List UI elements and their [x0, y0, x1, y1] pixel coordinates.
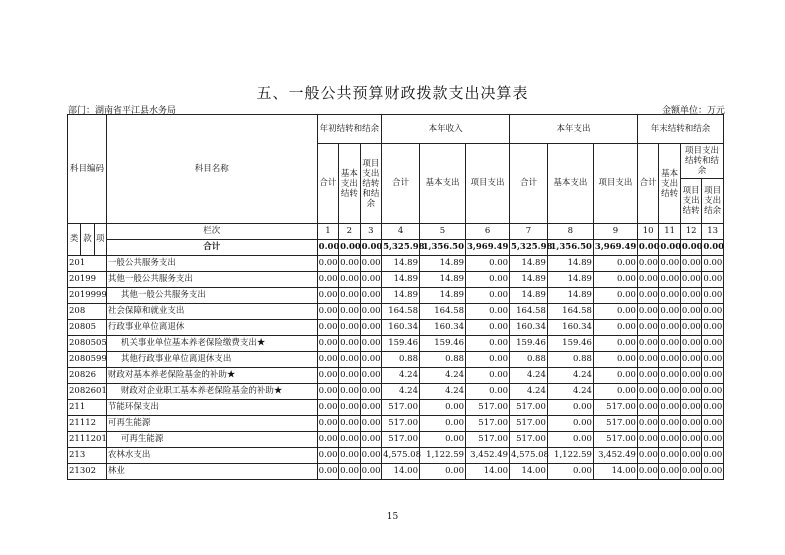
amount-cell: 0.00 — [659, 448, 680, 464]
amount-cell: 0.00 — [593, 288, 637, 304]
closing-total-header: 合计 — [637, 144, 658, 224]
amount-cell: 164.58 — [419, 304, 465, 320]
amount-cell: 0.00 — [317, 464, 338, 480]
amount-cell: 0.00 — [360, 400, 382, 416]
expenditure-table — [67, 114, 724, 480]
amount-cell: 0.00 — [659, 352, 680, 368]
amount-cell: 159.46 — [510, 336, 548, 352]
subject-name-cell: 机关事业单位基本养老保险缴费支出★ — [106, 336, 317, 352]
amount-cell: 0.88 — [419, 352, 465, 368]
total-cell: 1,356.50 — [547, 240, 593, 256]
column-number: 11 — [659, 224, 680, 240]
amount-cell: 0.00 — [593, 256, 637, 272]
amount-cell: 0.00 — [702, 272, 724, 288]
amount-cell: 164.58 — [382, 304, 420, 320]
opening-header: 年初结转和结余 — [317, 115, 381, 144]
subject-code-cell: 2080599 — [68, 352, 107, 368]
amount-cell: 0.00 — [637, 288, 658, 304]
amount-cell: 0.00 — [659, 464, 680, 480]
amount-cell: 0.00 — [339, 288, 360, 304]
subject-code-header: 科目编码 — [68, 115, 107, 224]
amount-cell: 14.89 — [382, 288, 420, 304]
amount-cell: 0.00 — [637, 336, 658, 352]
table-row — [68, 448, 724, 464]
subject-code-cell: 2111201 — [68, 432, 107, 448]
amount-cell: 0.00 — [466, 304, 510, 320]
amount-cell: 0.00 — [637, 416, 658, 432]
amount-cell: 14.89 — [510, 256, 548, 272]
amount-cell: 160.34 — [547, 320, 593, 336]
table-row — [68, 272, 724, 288]
amount-cell: 0.00 — [637, 448, 658, 464]
amount-cell: 0.00 — [360, 464, 382, 480]
amount-cell: 0.00 — [360, 384, 382, 400]
amount-cell: 0.00 — [659, 256, 680, 272]
amount-cell: 4.24 — [382, 368, 420, 384]
amount-cell: 0.00 — [339, 448, 360, 464]
amount-cell: 0.00 — [680, 384, 701, 400]
amount-cell: 0.00 — [680, 416, 701, 432]
total-cell: 3,969.49 — [593, 240, 637, 256]
amount-cell: 0.00 — [317, 352, 338, 368]
amount-cell: 0.00 — [659, 320, 680, 336]
subject-name-cell: 节能环保支出 — [106, 400, 317, 416]
amount-cell: 517.00 — [382, 416, 420, 432]
amount-cell: 0.88 — [510, 352, 548, 368]
amount-cell: 0.00 — [637, 304, 658, 320]
amount-cell: 0.00 — [547, 400, 593, 416]
closing-basic-header: 基本支出结转 — [659, 144, 680, 224]
table-row — [68, 336, 724, 352]
amount-cell: 0.00 — [680, 448, 701, 464]
amount-cell: 160.34 — [419, 320, 465, 336]
amount-cell: 0.00 — [593, 272, 637, 288]
subject-name-cell: 一般公共服务支出 — [106, 256, 317, 272]
amount-cell: 517.00 — [593, 416, 637, 432]
subject-code-cell: 2082601 — [68, 384, 107, 400]
amount-cell: 0.00 — [317, 432, 338, 448]
amount-cell: 0.00 — [593, 352, 637, 368]
total-cell: 5,325.98 — [510, 240, 548, 256]
amount-cell: 0.00 — [360, 352, 382, 368]
lanci-label: 栏次 — [106, 224, 317, 240]
amount-cell: 14.00 — [510, 464, 548, 480]
amount-cell: 0.00 — [593, 384, 637, 400]
amount-cell: 0.00 — [360, 272, 382, 288]
amount-cell: 517.00 — [593, 400, 637, 416]
amount-cell: 0.00 — [637, 320, 658, 336]
amount-cell: 0.00 — [317, 336, 338, 352]
amount-cell: 0.00 — [339, 368, 360, 384]
amount-cell: 1,122.59 — [419, 448, 465, 464]
table-row — [68, 464, 724, 480]
amount-cell: 0.00 — [702, 256, 724, 272]
amount-cell: 0.00 — [339, 352, 360, 368]
amount-cell: 0.00 — [360, 288, 382, 304]
amount-cell: 517.00 — [382, 400, 420, 416]
unit-label: 金额单位：万元 — [661, 106, 725, 116]
subject-name-header: 科目名称 — [106, 115, 317, 224]
opening-total-header: 合计 — [317, 144, 338, 224]
amount-cell: 0.00 — [339, 416, 360, 432]
amount-cell: 4.24 — [547, 368, 593, 384]
amount-cell: 0.00 — [547, 464, 593, 480]
amount-cell: 0.88 — [547, 352, 593, 368]
amount-cell: 14.89 — [419, 288, 465, 304]
department-label: 部门：湖南省平江县水务局 — [68, 106, 177, 116]
amount-cell: 0.00 — [659, 384, 680, 400]
amount-cell: 0.00 — [702, 352, 724, 368]
table-row — [68, 384, 724, 400]
expense-header: 本年支出 — [510, 115, 638, 144]
column-number: 10 — [637, 224, 658, 240]
amount-cell: 14.89 — [382, 256, 420, 272]
amount-cell: 0.00 — [659, 336, 680, 352]
amount-cell: 0.00 — [339, 320, 360, 336]
xiang-header: 项 — [94, 224, 106, 256]
opening-basic-header: 基本支出结转 — [339, 144, 360, 224]
amount-cell: 0.00 — [637, 272, 658, 288]
amount-cell: 0.00 — [680, 256, 701, 272]
column-number: 9 — [593, 224, 637, 240]
amount-cell: 0.00 — [466, 272, 510, 288]
amount-cell: 0.00 — [339, 256, 360, 272]
table-row — [68, 368, 724, 384]
kuan-header: 款 — [81, 224, 94, 256]
amount-cell: 4.24 — [510, 384, 548, 400]
amount-cell: 0.00 — [680, 352, 701, 368]
subject-code-cell: 21112 — [68, 416, 107, 432]
amount-cell: 0.00 — [702, 384, 724, 400]
amount-cell: 0.88 — [382, 352, 420, 368]
amount-cell: 0.00 — [419, 416, 465, 432]
amount-cell: 0.00 — [339, 304, 360, 320]
column-number: 5 — [419, 224, 465, 240]
income-basic-header: 基本支出 — [419, 144, 465, 224]
subject-name-cell: 社会保障和就业支出 — [106, 304, 317, 320]
amount-cell: 3,452.49 — [466, 448, 510, 464]
amount-cell: 0.00 — [547, 416, 593, 432]
page-number: 15 — [386, 512, 399, 522]
amount-cell: 160.34 — [382, 320, 420, 336]
subject-name-cell: 行政事业单位离退休 — [106, 320, 317, 336]
total-cell: 1,356.50 — [419, 240, 465, 256]
amount-cell: 0.00 — [637, 384, 658, 400]
amount-cell: 159.46 — [382, 336, 420, 352]
amount-cell: 14.89 — [419, 256, 465, 272]
amount-cell: 0.00 — [339, 400, 360, 416]
amount-cell: 0.00 — [339, 464, 360, 480]
amount-cell: 4,575.08 — [382, 448, 420, 464]
subject-code-cell: 208 — [68, 304, 107, 320]
amount-cell: 0.00 — [339, 432, 360, 448]
amount-cell: 0.00 — [360, 336, 382, 352]
amount-cell: 0.00 — [637, 256, 658, 272]
total-cell: 3,969.49 — [466, 240, 510, 256]
subject-code-cell: 20199 — [68, 272, 107, 288]
amount-cell: 0.00 — [317, 320, 338, 336]
amount-cell: 4.24 — [419, 384, 465, 400]
column-number: 1 — [317, 224, 338, 240]
amount-cell: 159.46 — [547, 336, 593, 352]
amount-cell: 0.00 — [360, 304, 382, 320]
amount-cell: 160.34 — [510, 320, 548, 336]
amount-cell: 0.00 — [317, 400, 338, 416]
total-cell: 0.00 — [637, 240, 658, 256]
subject-code-cell: 201 — [68, 256, 107, 272]
amount-cell: 0.00 — [360, 448, 382, 464]
amount-cell: 0.00 — [339, 336, 360, 352]
income-header: 本年收入 — [382, 115, 510, 144]
amount-cell: 0.00 — [360, 368, 382, 384]
amount-cell: 0.00 — [702, 304, 724, 320]
amount-cell: 3,452.49 — [593, 448, 637, 464]
table-row — [68, 400, 724, 416]
column-number: 13 — [702, 224, 724, 240]
amount-cell: 0.00 — [702, 464, 724, 480]
amount-cell: 0.00 — [680, 288, 701, 304]
amount-cell: 0.00 — [702, 432, 724, 448]
total-cell: 0.00 — [680, 240, 701, 256]
amount-cell: 0.00 — [317, 288, 338, 304]
amount-cell: 0.00 — [680, 464, 701, 480]
amount-cell: 0.00 — [360, 432, 382, 448]
column-number-row — [68, 224, 724, 240]
total-cell: 5,325.98 — [382, 240, 420, 256]
amount-cell: 1,122.59 — [547, 448, 593, 464]
total-row — [68, 240, 724, 256]
subject-code-cell: 2080505 — [68, 336, 107, 352]
amount-cell: 0.00 — [680, 368, 701, 384]
subject-name-cell: 可再生能源 — [106, 416, 317, 432]
table-row — [68, 256, 724, 272]
amount-cell: 14.89 — [547, 256, 593, 272]
table-row — [68, 352, 724, 368]
amount-cell: 0.00 — [702, 448, 724, 464]
table-row — [68, 288, 724, 304]
opening-project-header: 项目支出结转和结余 — [360, 144, 382, 224]
amount-cell: 0.00 — [659, 304, 680, 320]
expense-project-header: 项目支出 — [593, 144, 637, 224]
amount-cell: 0.00 — [702, 400, 724, 416]
amount-cell: 0.00 — [659, 288, 680, 304]
table-row — [68, 304, 724, 320]
amount-cell: 517.00 — [466, 400, 510, 416]
amount-cell: 0.00 — [360, 256, 382, 272]
amount-cell: 0.00 — [547, 432, 593, 448]
income-total-header: 合计 — [382, 144, 420, 224]
amount-cell: 0.00 — [317, 384, 338, 400]
closing-project-carry-header: 项目支出结转 — [680, 179, 701, 224]
column-number: 12 — [680, 224, 701, 240]
closing-header: 年末结转和结余 — [637, 115, 723, 144]
total-label: 合计 — [106, 240, 317, 256]
amount-cell: 164.58 — [510, 304, 548, 320]
amount-cell: 164.58 — [547, 304, 593, 320]
subject-name-cell: 可再生能源 — [106, 432, 317, 448]
amount-cell: 0.00 — [680, 432, 701, 448]
amount-cell: 0.00 — [466, 352, 510, 368]
amount-cell: 4.24 — [382, 384, 420, 400]
amount-cell: 0.00 — [419, 432, 465, 448]
amount-cell: 517.00 — [466, 416, 510, 432]
column-number: 3 — [360, 224, 382, 240]
subject-name-cell: 其他一般公共服务支出 — [106, 288, 317, 304]
amount-cell: 4.24 — [419, 368, 465, 384]
total-cell: 0.00 — [360, 240, 382, 256]
amount-cell: 0.00 — [419, 464, 465, 480]
total-cell: 0.00 — [659, 240, 680, 256]
amount-cell: 14.00 — [466, 464, 510, 480]
amount-cell: 14.89 — [510, 272, 548, 288]
subject-name-cell: 财政对基本养老保险基金的补助★ — [106, 368, 317, 384]
subject-code-cell: 21302 — [68, 464, 107, 480]
amount-cell: 4.24 — [547, 384, 593, 400]
subject-code-cell: 211 — [68, 400, 107, 416]
amount-cell: 0.00 — [360, 416, 382, 432]
subject-name-cell: 其他行政事业单位离退休支出 — [106, 352, 317, 368]
subject-code-cell: 20826 — [68, 368, 107, 384]
amount-cell: 517.00 — [382, 432, 420, 448]
closing-project-header: 项目支出结转和结余 — [680, 144, 723, 179]
amount-cell: 0.00 — [317, 368, 338, 384]
amount-cell: 0.00 — [659, 400, 680, 416]
amount-cell: 0.00 — [339, 272, 360, 288]
amount-cell: 0.00 — [317, 448, 338, 464]
amount-cell: 0.00 — [466, 368, 510, 384]
amount-cell: 0.00 — [466, 384, 510, 400]
amount-cell: 0.00 — [317, 304, 338, 320]
amount-cell: 0.00 — [637, 464, 658, 480]
amount-cell: 517.00 — [510, 416, 548, 432]
amount-cell: 517.00 — [466, 432, 510, 448]
amount-cell: 0.00 — [466, 256, 510, 272]
amount-cell: 0.00 — [680, 320, 701, 336]
subject-name-cell: 林业 — [106, 464, 317, 480]
amount-cell: 0.00 — [317, 416, 338, 432]
amount-cell: 14.89 — [419, 272, 465, 288]
amount-cell: 14.00 — [382, 464, 420, 480]
amount-cell: 0.00 — [637, 432, 658, 448]
header-row-1 — [68, 115, 724, 144]
amount-cell: 0.00 — [637, 400, 658, 416]
amount-cell: 517.00 — [510, 400, 548, 416]
amount-cell: 159.46 — [419, 336, 465, 352]
amount-cell: 0.00 — [680, 400, 701, 416]
amount-cell: 0.00 — [466, 288, 510, 304]
column-number: 4 — [382, 224, 420, 240]
amount-cell: 14.89 — [547, 272, 593, 288]
amount-cell: 0.00 — [593, 368, 637, 384]
total-cell: 0.00 — [702, 240, 724, 256]
amount-cell: 0.00 — [317, 272, 338, 288]
subject-code-cell: 20805 — [68, 320, 107, 336]
amount-cell: 0.00 — [419, 400, 465, 416]
amount-cell: 0.00 — [702, 416, 724, 432]
subject-name-cell: 其他一般公共服务支出 — [106, 272, 317, 288]
subject-code-cell: 2019999 — [68, 288, 107, 304]
amount-cell: 517.00 — [593, 432, 637, 448]
amount-cell: 14.89 — [547, 288, 593, 304]
amount-cell: 0.00 — [680, 304, 701, 320]
amount-cell: 0.00 — [659, 416, 680, 432]
total-cell: 0.00 — [339, 240, 360, 256]
amount-cell: 517.00 — [510, 432, 548, 448]
table-row — [68, 432, 724, 448]
income-project-header: 项目支出 — [466, 144, 510, 224]
column-number: 6 — [466, 224, 510, 240]
amount-cell: 14.89 — [382, 272, 420, 288]
amount-cell: 0.00 — [339, 384, 360, 400]
column-number: 7 — [510, 224, 548, 240]
lei-header: 类 — [68, 224, 81, 256]
amount-cell: 0.00 — [702, 336, 724, 352]
amount-cell: 0.00 — [702, 288, 724, 304]
amount-cell: 0.00 — [659, 432, 680, 448]
amount-cell: 0.00 — [637, 352, 658, 368]
expense-basic-header: 基本支出 — [547, 144, 593, 224]
report-title: 五、一般公共预算财政拨款支出决算表 — [256, 84, 529, 102]
amount-cell: 0.00 — [593, 336, 637, 352]
amount-cell: 0.00 — [466, 320, 510, 336]
total-cell: 0.00 — [317, 240, 338, 256]
subject-code-cell: 213 — [68, 448, 107, 464]
amount-cell: 4.24 — [510, 368, 548, 384]
table-row — [68, 416, 724, 432]
column-number: 2 — [339, 224, 360, 240]
amount-cell: 14.00 — [593, 464, 637, 480]
amount-cell: 0.00 — [317, 256, 338, 272]
column-number: 8 — [547, 224, 593, 240]
amount-cell: 14.89 — [510, 288, 548, 304]
amount-cell: 0.00 — [702, 368, 724, 384]
subject-name-cell: 财政对企业职工基本养老保险基金的补助★ — [106, 384, 317, 400]
amount-cell: 0.00 — [593, 304, 637, 320]
table-row — [68, 320, 724, 336]
amount-cell: 0.00 — [466, 336, 510, 352]
subject-name-cell: 农林水支出 — [106, 448, 317, 464]
amount-cell: 4,575.08 — [510, 448, 548, 464]
amount-cell: 0.00 — [593, 320, 637, 336]
amount-cell: 0.00 — [637, 368, 658, 384]
amount-cell: 0.00 — [659, 368, 680, 384]
closing-project-balance-header: 项目支出结余 — [702, 179, 724, 224]
amount-cell: 0.00 — [680, 272, 701, 288]
amount-cell: 0.00 — [680, 336, 701, 352]
expense-total-header: 合计 — [510, 144, 548, 224]
amount-cell: 0.00 — [702, 320, 724, 336]
amount-cell: 0.00 — [659, 272, 680, 288]
amount-cell: 0.00 — [360, 320, 382, 336]
